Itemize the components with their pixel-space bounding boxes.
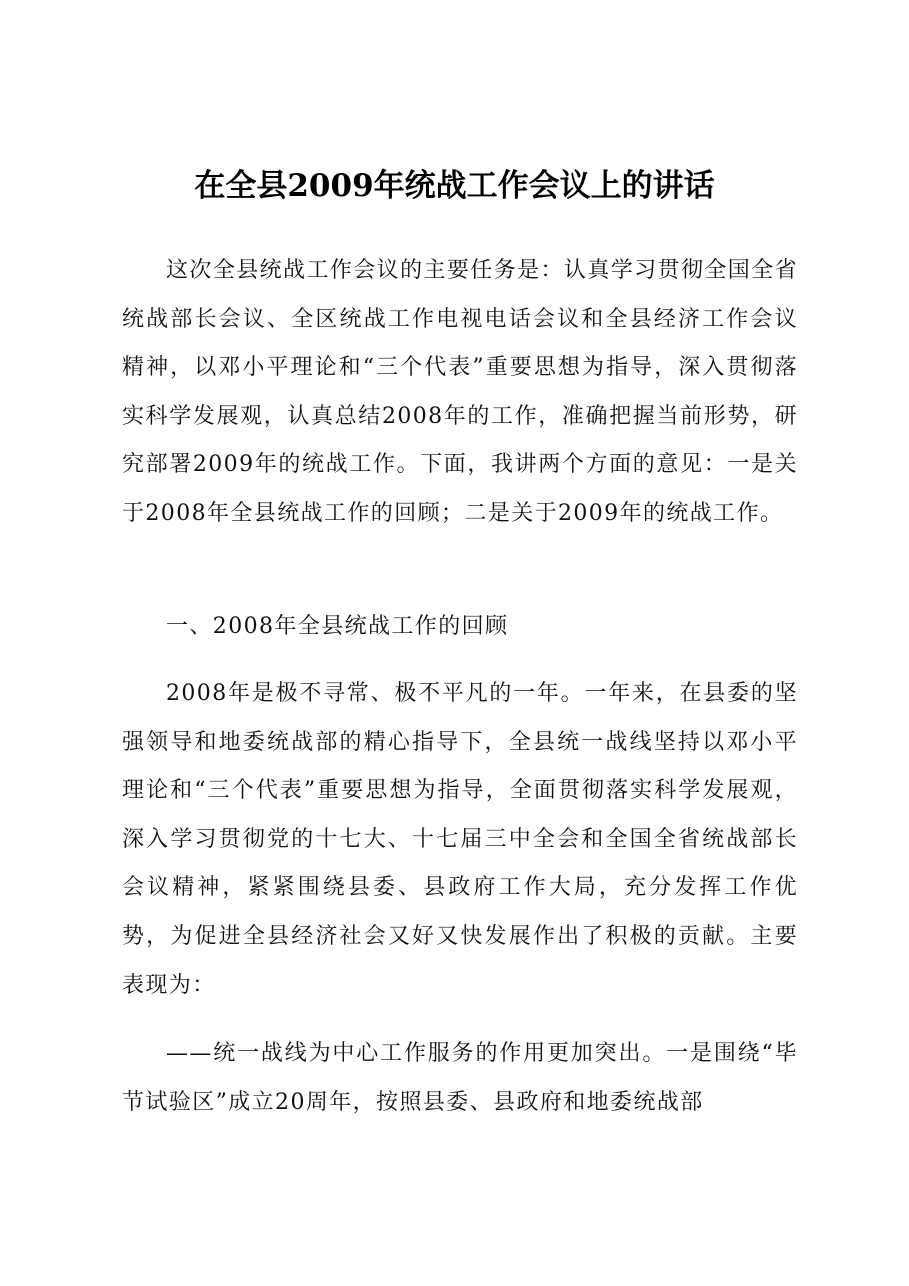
paragraph-text: 2008年是极不寻常、极不平凡的一年。一年来，在县委的坚强领导和地委统战部的精心指导下，全县统一战线坚持以邓小平理论和“三个代表”重要思想为指导，全面贯彻落实科学发展观，深入学习贯彻党的十七大、十七届三中全会和全国全省统战部长会议精神，紧紧围绕县委、县政府工作大局，充分发挥工作优势，为促进全县经济社会又好又快发展作出了积极的贡献。主要表现为： xyxy=(122,681,798,998)
document-title: 在全县2009年统战工作会议上的讲话 xyxy=(194,168,715,204)
paragraph-review xyxy=(122,670,798,1010)
section-heading xyxy=(122,603,798,652)
section-heading-text: 一、2008年全县统战工作的回顾 xyxy=(166,614,509,639)
paragraph-text: 这次全县统战工作会议的主要任务是：认真学习贯彻全国全省统战部长会议、全区统战工作电视电话会议和全县经济工作会议精神，以邓小平理论和“三个代表”重要思想为指导，深入贯彻落实科学发展观，认真总结2008年的工作，准确把握当前形势，研究部署2009年的统战工作。下面，我讲两个方面的意见：一是关于2008年全县统战工作的回顾；二是关于2009年的统战工作。 xyxy=(122,258,798,526)
paragraph-intro xyxy=(122,247,798,539)
paragraph-center-work xyxy=(122,1030,798,1127)
paragraph-text: ——统一战线为中心工作服务的作用更加突出。一是围绕“毕节试验区”成立20周年，按照县委、县政府和地委统战部 xyxy=(122,1041,798,1115)
